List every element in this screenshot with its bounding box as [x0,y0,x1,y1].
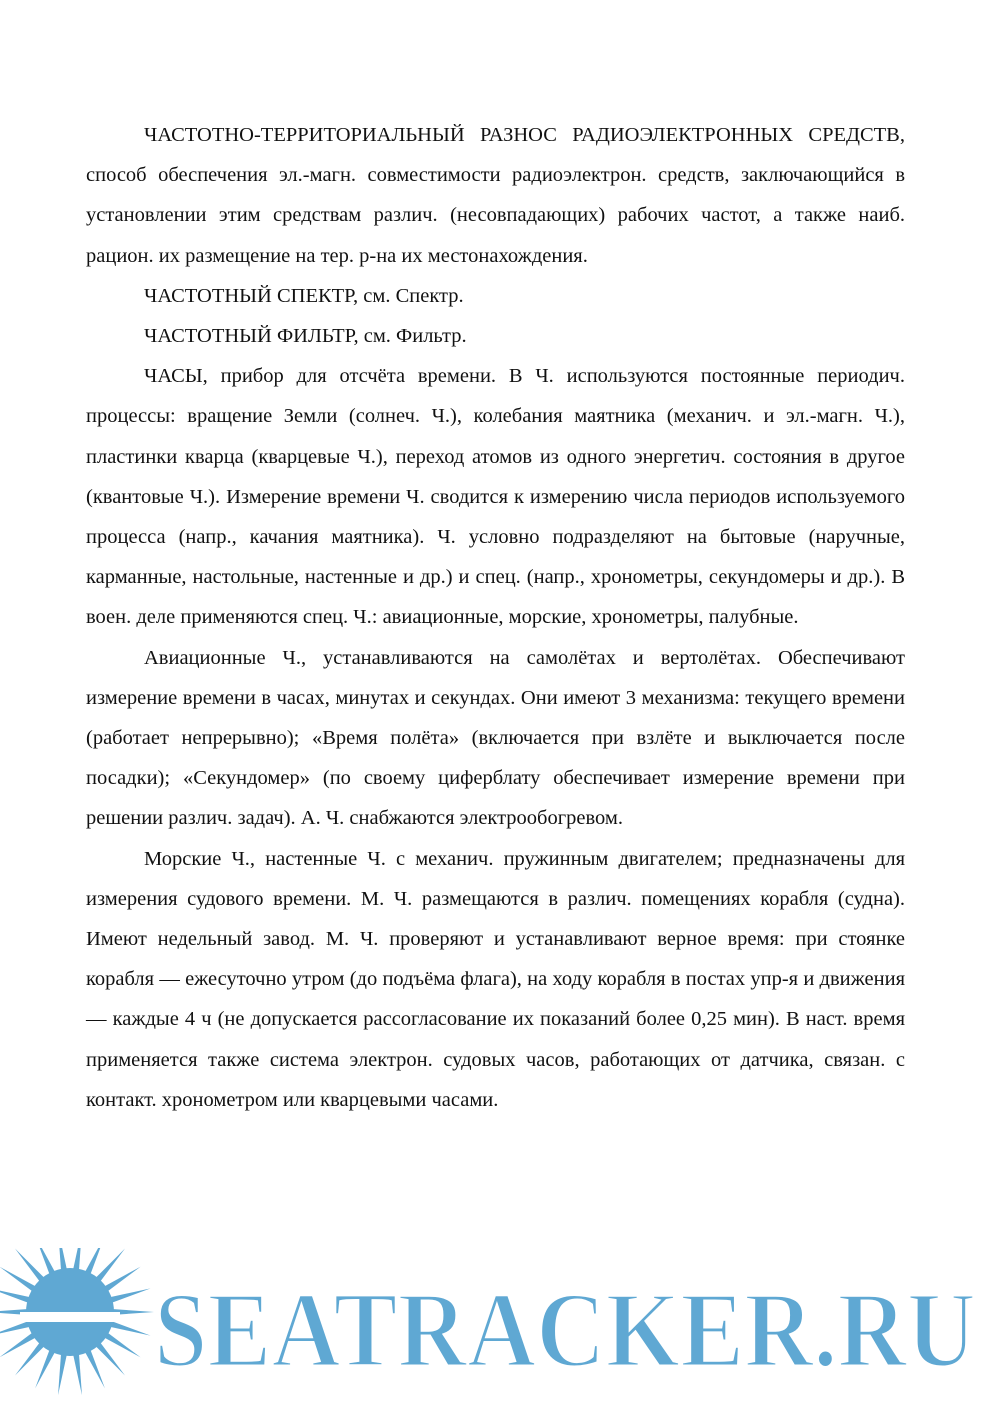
sun-ray [35,1347,56,1388]
paragraph-3: ЧАСТОТНЫЙ ФИЛЬТР, см. Фильтр. [144,325,467,348]
paragraph-6: Морские Ч., настенные Ч. с механич. пружинным двигателем; предназначены для измерения судового времени. М. Ч. размещаются в различ. помещениях корабля (судна). Имеют недельный завод. М. Ч. проверяют и устанавливают верное время: при стоянке корабля — ежесуточно утром (до подъёма флага), на ходу корабля в постах упр-я и движения — каждые 4 ч (не допускается рассогласование их показаний более 0,25 мин). В наст. время применяется также система электрон. судовых часов, работающих от датчика, связан. с контакт. хронометром или кварцевыми часами. [86,847,905,1111]
watermark-text: SEATRACKER.RU [154,1271,976,1390]
paragraph-2: ЧАСТОТНЫЙ СПЕКТР, см. Спектр. [144,284,464,307]
sun-icon [0,1248,154,1395]
sun-ray [73,1351,82,1395]
sun-ray [107,1320,150,1335]
sun-ray [58,1351,67,1395]
sun-ray [107,1288,150,1303]
sun-ray [84,1347,105,1388]
document-body [86,115,905,1120]
watermark [0,1248,991,1401]
paragraph-1: ЧАСТОТНО-ТЕРРИТОРИАЛЬНЫЙ РАЗНОС РАДИОЭЛЕКТРОННЫХ СРЕДСТВ, способ обеспечения эл.-магн. совместимости радиоэлектрон. средств, заключающийся в установлении этим средствам различ. (несовпадающих) рабочих частот, а также наиб. рацион. их размещение на тер. р-на их местонахождения. [86,124,905,267]
paragraph-4: ЧАСЫ, прибор для отсчёта времени. В Ч. используются постоянные периодич. процессы: вращение Земли (солнеч. Ч.), колебания маятника (механич. и эл.-магн. Ч.), пластинки кварца (кварцевые Ч.), переход атомов из одного энергетич. состояния в другое (квантовые Ч.). Измерение времени Ч. сводится к измерению числа периодов используемого процесса (напр., качания маятника). Ч. условно подразделяют на бытовые (наручные, карманные, настольные, настенные и др.) и спец. (напр., хронометры, секундомеры и др.). В воен. деле применяются спец. Ч.: авиационные, морские, хронометры, палубные. [86,365,905,629]
paragraph-5: Авиационные Ч., устанавливаются на самолётах и вертолётах. Обеспечивают измерение времени в часах, минутах и секундах. Они имеют 3 механизма: текущего времени (работает непрерывно); «Время полёта» (включается при взлёте и выключается после посадки); «Секундомер» (по своему циферблату обеспечивает измерение времени при решении различ. задач). А. Ч. снабжаются электрообогревом. [86,646,905,830]
